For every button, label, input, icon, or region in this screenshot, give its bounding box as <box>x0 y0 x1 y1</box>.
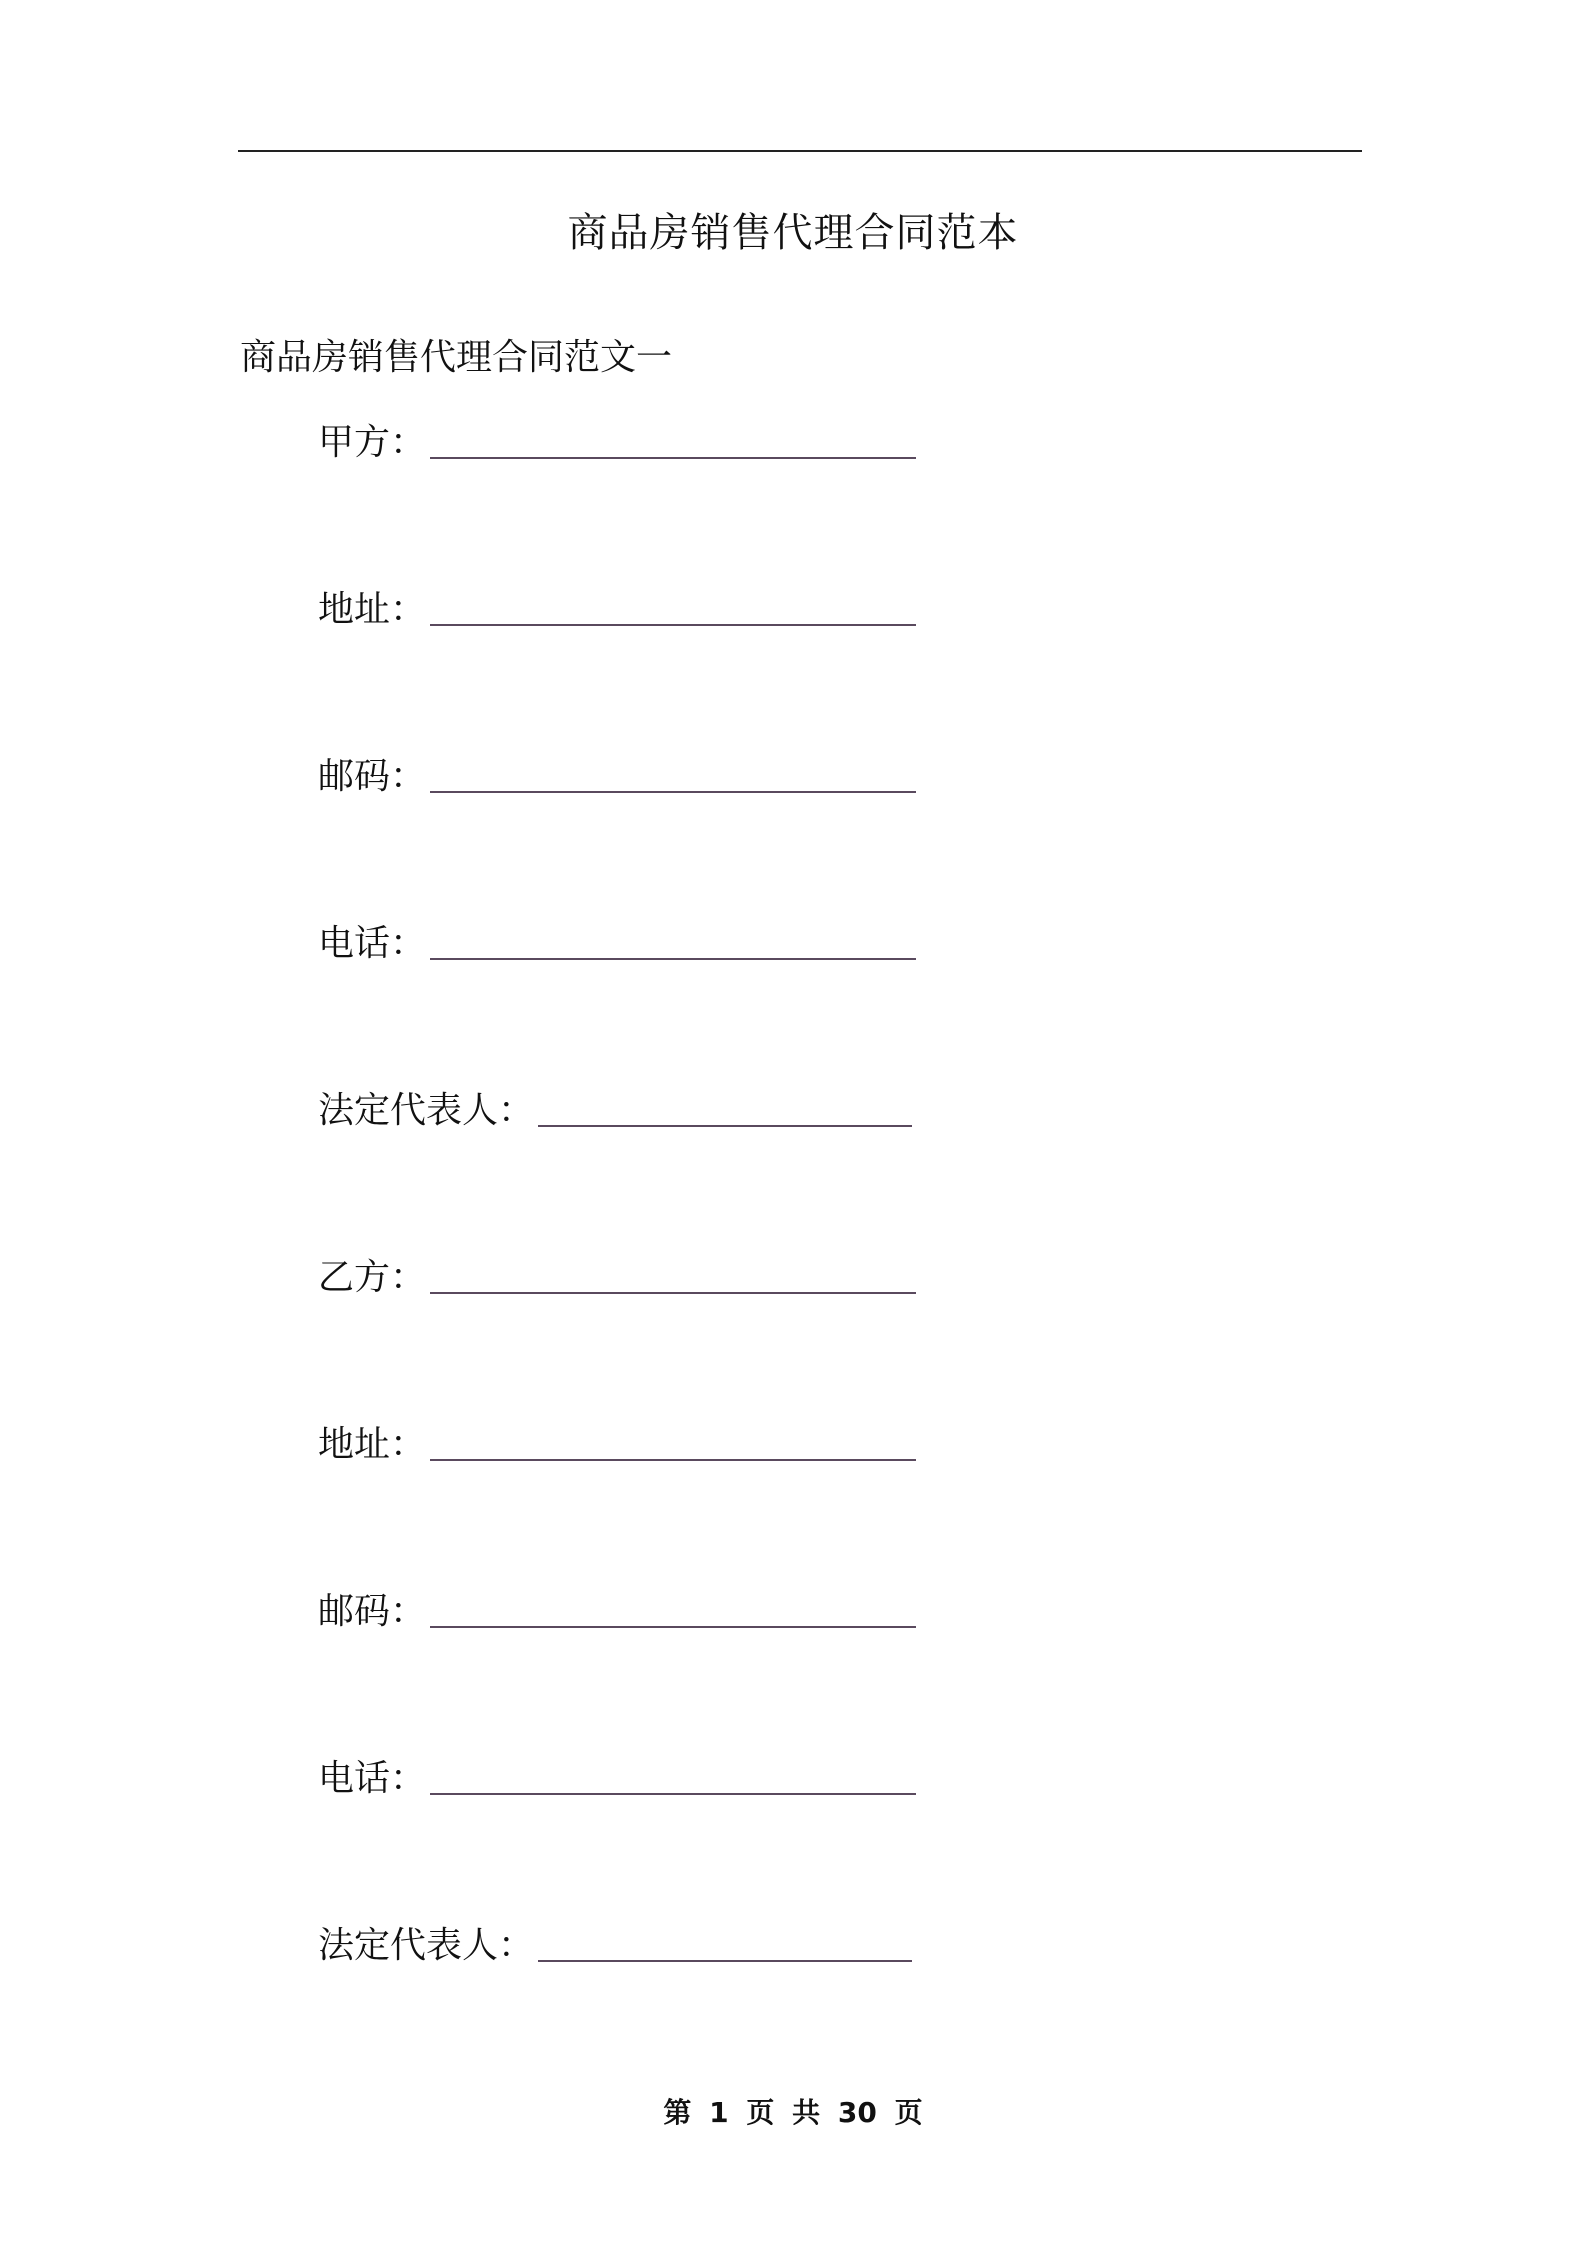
field-party-a-address <box>318 580 916 636</box>
blank-line[interactable] <box>538 1960 912 1962</box>
page-number: 第 1 页 共 30 页 <box>663 2096 923 2129</box>
field-party-b <box>318 1248 916 1304</box>
blank-line[interactable] <box>430 791 916 793</box>
section-title: 商品房销售代理合同范文一 <box>240 337 673 378</box>
blank-line[interactable] <box>430 624 916 626</box>
field-label: 邮码： <box>318 1591 427 1632</box>
field-party-a-legal-rep <box>318 1081 912 1137</box>
field-label: 电话： <box>318 1758 427 1799</box>
field-party-a <box>318 413 916 469</box>
blank-line[interactable] <box>430 1793 916 1795</box>
blank-line[interactable] <box>430 1292 916 1294</box>
field-label: 邮码： <box>318 756 427 797</box>
blank-line[interactable] <box>430 958 916 960</box>
blank-line[interactable] <box>430 1459 916 1461</box>
blank-line[interactable] <box>430 1626 916 1628</box>
field-party-b-address <box>318 1415 916 1471</box>
blank-line[interactable] <box>538 1125 912 1127</box>
field-party-a-phone <box>318 914 916 970</box>
field-party-b-legal-rep <box>318 1916 912 1972</box>
header-rule <box>238 150 1362 152</box>
field-label: 地址： <box>318 1424 427 1465</box>
document-title: 商品房销售代理合同范本 <box>567 210 1019 256</box>
field-label: 甲方： <box>318 422 427 463</box>
field-label: 电话： <box>318 923 427 964</box>
field-party-b-phone <box>318 1749 916 1805</box>
field-party-b-postcode <box>318 1582 916 1638</box>
field-label: 乙方： <box>318 1257 427 1298</box>
field-label: 法定代表人： <box>318 1090 535 1131</box>
blank-line[interactable] <box>430 457 916 459</box>
field-label: 法定代表人： <box>318 1925 535 1966</box>
field-party-a-postcode <box>318 747 916 803</box>
field-label: 地址： <box>318 589 427 630</box>
